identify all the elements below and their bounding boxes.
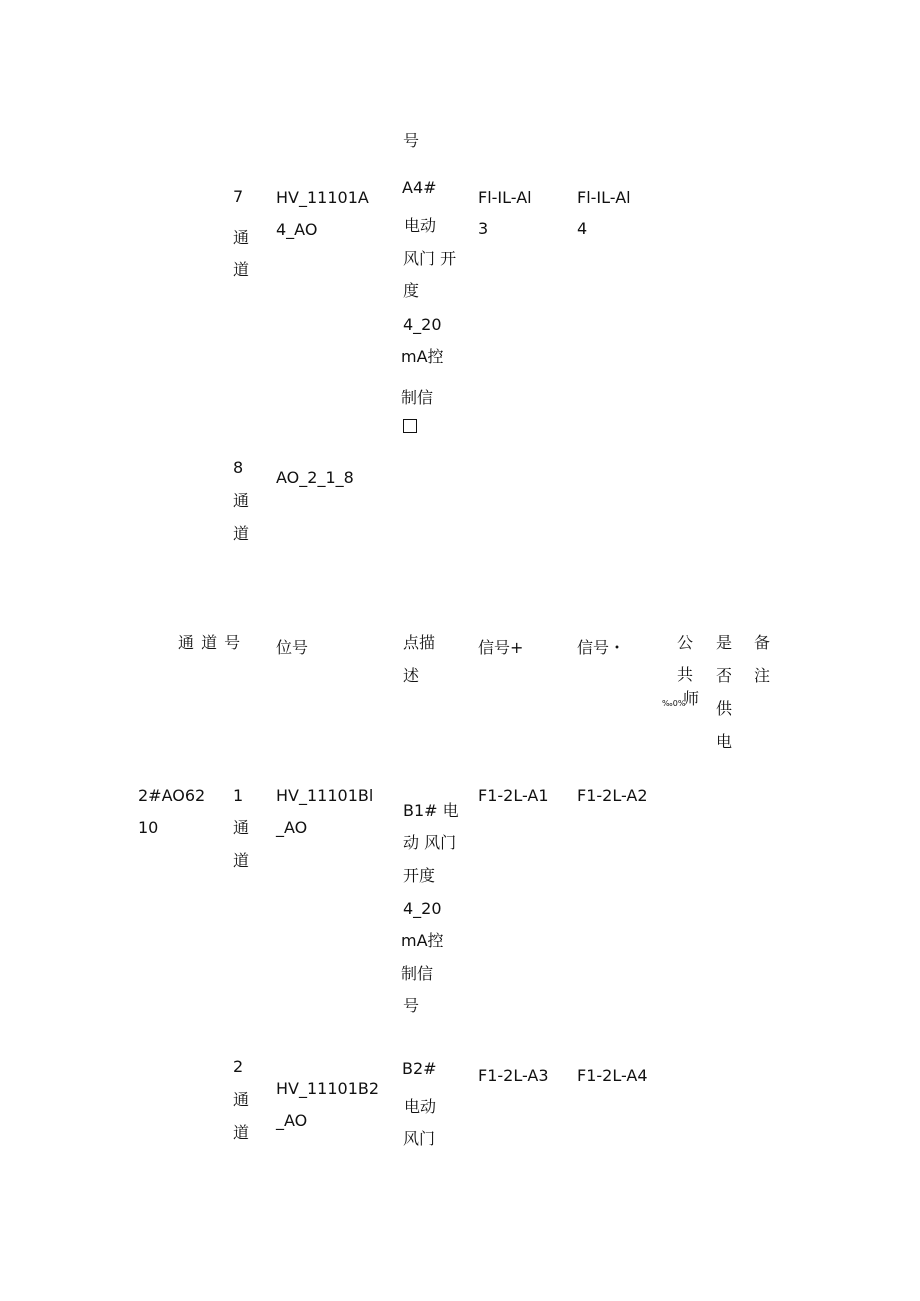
position-tag: 4_AO [276,220,318,239]
header-description: 述 [403,666,420,685]
header-description: 点描 [403,633,436,652]
channel-label: 道 [233,851,250,870]
point-description: 电动 [404,1097,437,1116]
channel-label: 通 [233,1090,250,1109]
point-description: 4_20 [403,899,442,918]
signal-minus: F1-2L-A4 [577,1066,648,1085]
signal-minus: F1-2L-A2 [577,786,648,805]
header-power: 是 [716,633,733,652]
continued-text: 号 [403,131,420,150]
position-tag: HV_11101Bl [276,786,374,805]
signal-minus: 4 [577,219,588,238]
point-description: 开度 [403,866,436,885]
position-tag: AO_2_1_8 [276,468,354,487]
signal-minus: Fl-IL-Al [577,188,631,207]
missing-glyph-box [403,415,417,435]
point-description: 制信 [401,964,434,983]
channel-label: 通 [233,228,250,247]
header-signal-plus: 信号+ [478,638,524,657]
point-description: 电动 [404,216,437,235]
point-description: A4# [402,178,437,197]
header-common: 师 [683,689,700,708]
position-tag: HV_11101B2 [276,1079,380,1098]
channel-label: 道 [233,524,250,543]
point-description: 号 [403,996,420,1015]
point-description: 风门 [403,1129,436,1148]
point-description: 风门 开 [403,249,457,268]
module-id: 10 [138,818,159,837]
point-description: B2# [402,1059,437,1078]
channel-number: 8 [233,458,244,477]
header-power: 电 [716,732,733,751]
header-signal-minus: 信号・ [577,638,626,657]
header-common: 公 [677,633,694,652]
channel-number: 2 [233,1057,244,1076]
header-power: 否 [716,666,733,685]
header-note: 注 [754,666,771,685]
signal-plus: 3 [478,219,489,238]
channel-label: 道 [233,260,250,279]
channel-number: 1 [233,786,244,805]
channel-label: 通 [233,491,250,510]
point-description: 度 [403,281,420,300]
channel-label: 道 [233,1123,250,1142]
header-common-small: ‰0% [662,699,686,708]
point-description: 制信 [401,388,434,407]
channel-number: 7 [233,187,244,206]
signal-plus: F1-2L-A1 [478,786,549,805]
header-common: 共 [677,665,694,684]
channel-label: 通 [233,818,250,837]
header-power: 供 [716,699,733,718]
signal-plus: Fl-IL-Al [478,188,532,207]
point-description: 4_20 [403,315,442,334]
point-description: mA控 [401,347,444,366]
position-tag: _AO [276,1111,308,1130]
position-tag: _AO [276,818,308,837]
header-note: 备 [754,633,771,652]
point-description: mA控 [401,931,444,950]
point-description: 动 风门 [403,833,457,852]
point-description: B1# 电 [403,801,459,820]
signal-plus: F1-2L-A3 [478,1066,549,1085]
header-channel-number: 通 道 号 [178,633,242,652]
position-tag: HV_11101A [276,188,369,207]
header-position: 位号 [276,638,309,657]
module-id: 2#AO62 [138,786,206,805]
